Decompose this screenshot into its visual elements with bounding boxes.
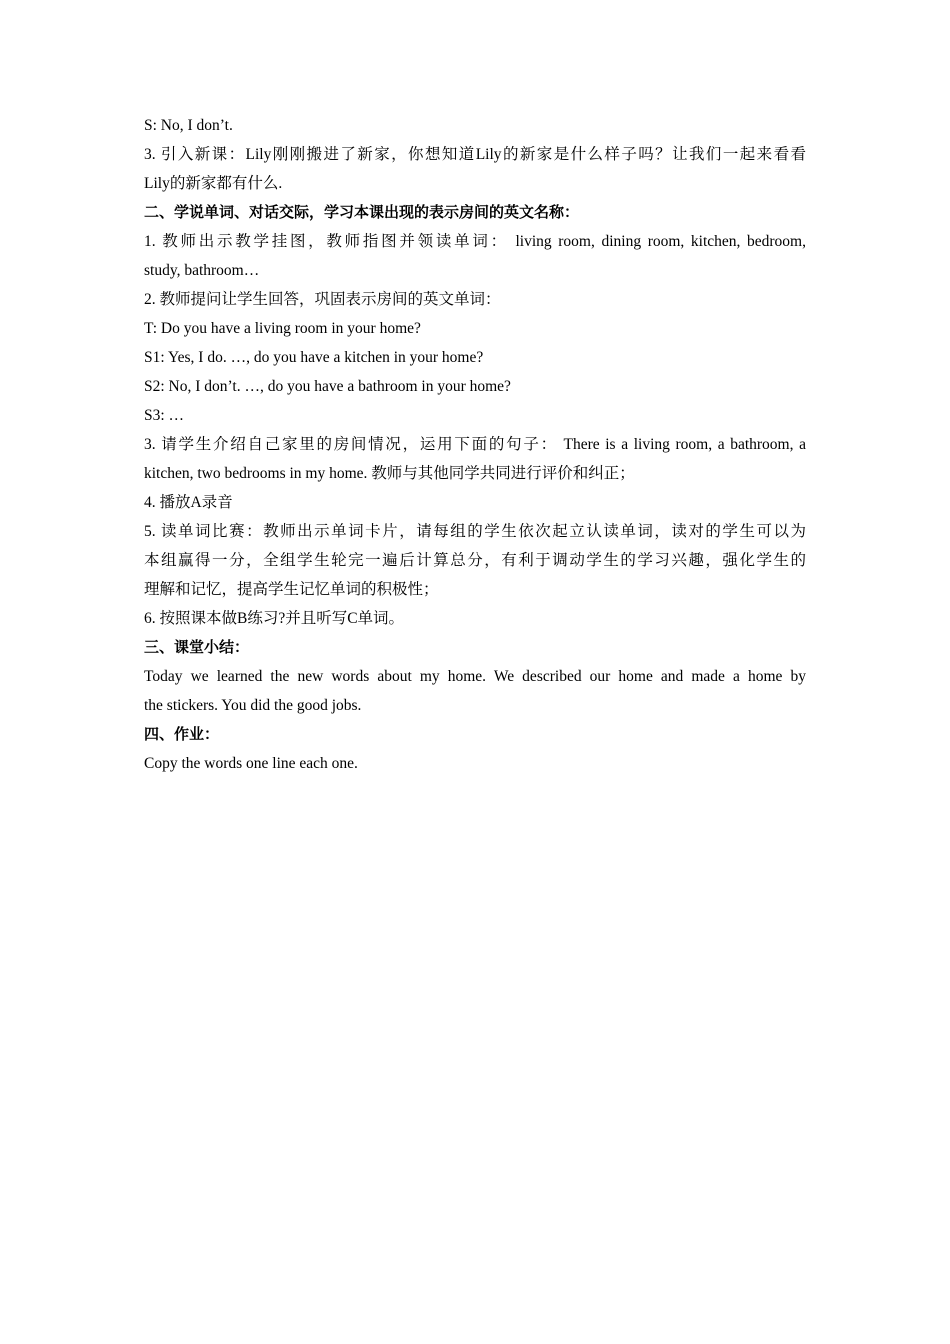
dialogue-line: S1: Yes, I do. …, do you have a kitchen in your home?: [144, 349, 484, 366]
paragraph-line: 3. 请学生介绍自己家里的房间情况，运用下面的句子： There is a living room, a bathroom, a: [144, 436, 806, 453]
paragraph-line: 2. 教师提问让学生回答，巩固表示房间的英文单词：: [144, 291, 501, 308]
dialogue-line: T: Do you have a living room in your home?: [144, 320, 421, 337]
dialogue-line: S3: …: [144, 407, 185, 424]
document-body: [144, 111, 806, 778]
paragraph-line: 5. 读单词比赛：教师出示单词卡片，请每组的学生依次起立认读单词，读对的学生可以为: [144, 523, 806, 540]
paragraph-line: Lily的新家都有什么.: [144, 175, 283, 192]
paragraph-line: study, bathroom…: [144, 262, 260, 279]
paragraph-line: 1. 教师出示教学挂图，教师指图并领读单词： living room, dining room, kitchen, bedroom,: [144, 233, 806, 250]
dialogue-line: S: No, I don’t.: [144, 117, 233, 134]
section-heading: 三、课堂小结：: [144, 638, 250, 656]
paragraph-line: Today we learned the new words about my home. We described our home and made a home by: [144, 668, 806, 685]
dialogue-line: S2: No, I don’t. …, do you have a bathroom in your home?: [144, 378, 511, 395]
section-heading: 二、学说单词、对话交际，学习本课出现的表示房间的英文名称：: [144, 203, 580, 221]
paragraph-line: kitchen, two bedrooms in my home. 教师与其他同学共同进行评价和纠正；: [144, 465, 635, 482]
paragraph-line: the stickers. You did the good jobs.: [144, 697, 362, 714]
paragraph-line: 3. 引入新课：Lily刚刚搬进了新家，你想知道Lily的新家是什么样子吗？让我们一起来看看: [144, 146, 806, 163]
paragraph-line: 理解和记忆，提高学生记忆单词的积极性；: [144, 581, 439, 598]
paragraph-line: 4. 播放A录音: [144, 494, 233, 511]
paragraph-line: 本组赢得一分，全组学生轮完一遍后计算总分，有利于调动学生的学习兴趣，强化学生的: [144, 552, 806, 569]
paragraph-line: 6. 按照课本做B练习?并且听写C单词。: [144, 610, 405, 627]
section-heading: 四、作业：: [144, 725, 220, 743]
paragraph-line: Copy the words one line each one.: [144, 755, 358, 772]
